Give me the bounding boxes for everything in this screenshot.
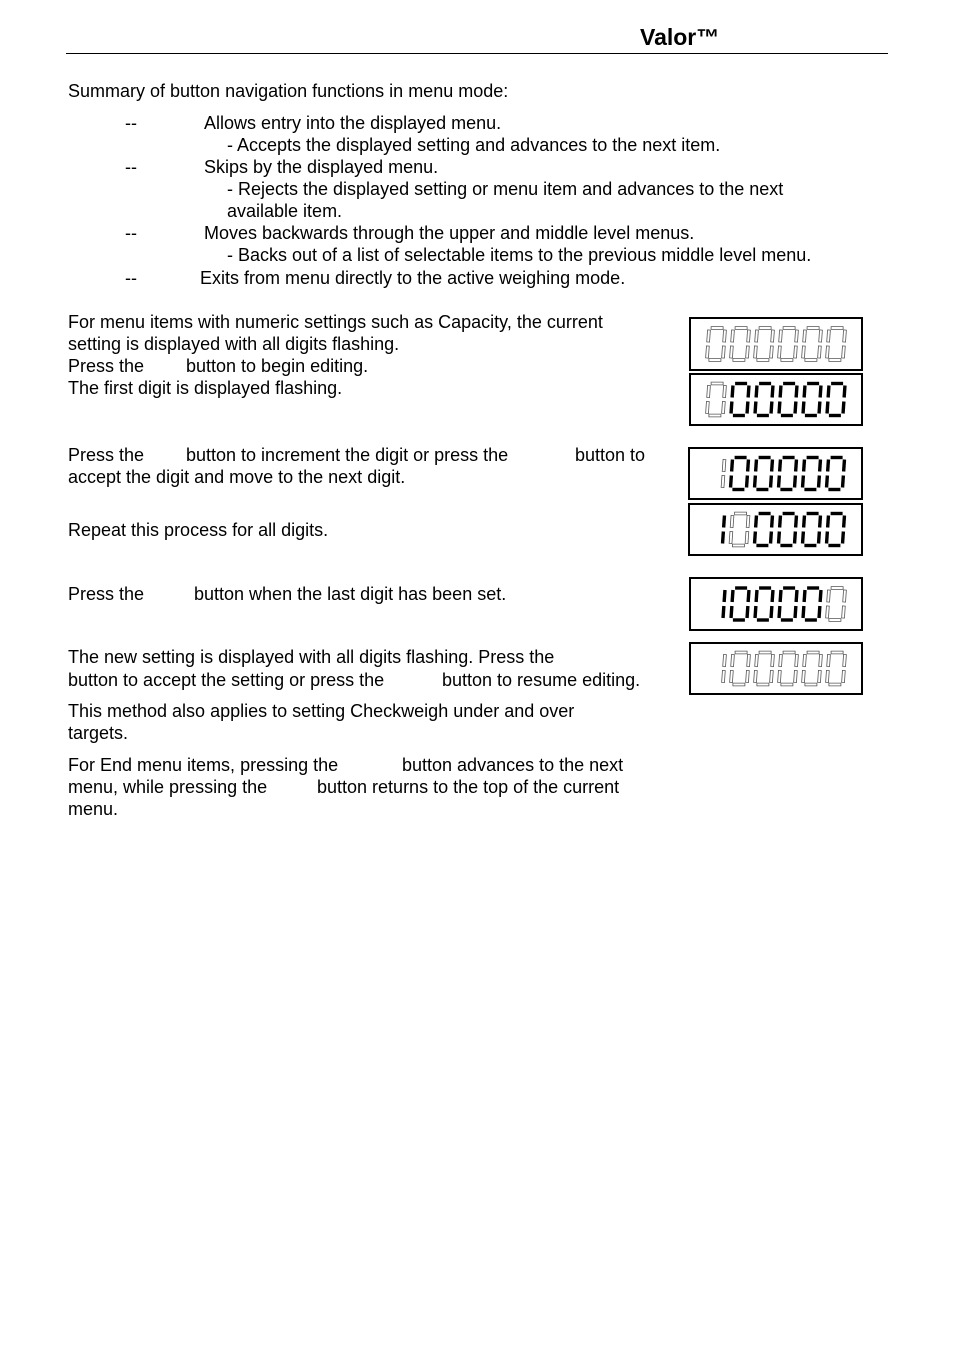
lcd-segment-outline — [746, 670, 750, 682]
lcd-segment-outline — [842, 346, 846, 358]
paragraph-line: Repeat this process for all digits. — [68, 520, 329, 540]
lcd-segment — [819, 476, 820, 488]
lcd-segment-outline — [829, 619, 841, 622]
lcd-segment-outline — [795, 330, 799, 342]
lcd-segment — [820, 516, 821, 528]
paragraph-line: button when the last digit has been set. — [194, 584, 507, 604]
lcd-segment — [803, 476, 804, 488]
lcd-digit — [827, 458, 845, 490]
lcd-segment-outline — [733, 683, 745, 686]
lcd-display — [689, 642, 863, 695]
lcd-segment-outline — [829, 683, 841, 686]
lcd-segment — [747, 476, 748, 488]
lcd-digit — [721, 459, 726, 487]
lcd-segment-outline — [827, 330, 831, 342]
lcd-segment — [731, 476, 732, 488]
lcd-digit — [755, 514, 773, 546]
paragraph-line: Press the — [68, 356, 145, 376]
lcd-segment — [772, 516, 773, 528]
lcd-digit — [723, 516, 725, 544]
lcd-digit — [730, 327, 751, 362]
lcd-segment — [827, 532, 828, 544]
lcd-digit — [778, 651, 799, 686]
lcd-digit — [754, 651, 775, 686]
lcd-segment — [803, 532, 804, 544]
lcd-segment — [795, 532, 796, 544]
lcd-segment-outline — [755, 654, 759, 666]
lcd-segment — [756, 516, 757, 528]
paragraph-line: Press the — [68, 584, 145, 604]
lcd-segment-outline — [711, 327, 723, 330]
lcd-segment — [756, 590, 757, 602]
paragraph-line: Press the — [68, 445, 145, 465]
lcd-segment-outline — [805, 683, 817, 686]
lcd-segment-outline — [730, 346, 734, 358]
lcd-segment-outline — [729, 531, 733, 543]
lcd-segment — [772, 460, 773, 472]
lcd-segment — [843, 532, 844, 544]
lcd-segment — [747, 402, 748, 414]
lcd-segment-outline — [723, 385, 727, 397]
lcd-segment — [747, 606, 748, 618]
lcd-segment-outline — [723, 654, 727, 666]
lcd-segment — [724, 590, 725, 602]
lcd-segment-outline — [722, 401, 726, 413]
lcd-segment-outline — [706, 401, 710, 413]
lcd-segment-outline — [730, 515, 734, 527]
lcd-segment — [843, 476, 844, 488]
lcd-segment — [795, 606, 796, 618]
lcd-segment-outline — [746, 515, 750, 527]
list-item-subtext: - Accepts the displayed setting and advances to the next item. — [227, 135, 721, 155]
lcd-display — [689, 317, 863, 371]
lcd-segment-outline — [730, 670, 734, 682]
lcd-digit — [731, 384, 749, 416]
paragraph-line: menu, while pressing the — [68, 777, 268, 797]
lcd-digit — [722, 654, 727, 682]
lcd-digit — [803, 384, 821, 416]
lcd-digit — [827, 514, 845, 546]
lcd-segment-outline — [819, 330, 823, 342]
paragraph-line: accept the digit and move to the next digit. — [68, 467, 406, 487]
lcd-segment-outline — [755, 330, 759, 342]
lcd-segment — [804, 460, 805, 472]
paragraph-line: button returns to the top of the current — [317, 777, 620, 797]
lcd-digit — [803, 514, 821, 546]
lcd-segment — [844, 386, 845, 398]
list-item-text: Skips by the displayed menu. — [204, 157, 439, 177]
paragraph-line: button to increment the digit or press the — [186, 445, 509, 465]
lcd-segment-outline — [706, 346, 710, 358]
lcd-segment — [828, 516, 829, 528]
brand-title: Valor™ — [640, 24, 720, 50]
lcd-segment-outline — [794, 670, 798, 682]
lcd-segment-outline — [783, 651, 795, 654]
list-item-text: Exits from menu directly to the active weighing mode. — [200, 268, 626, 288]
paragraph-line: menu. — [68, 799, 119, 819]
paragraph-line: For End menu items, pressing the — [68, 755, 339, 775]
lcd-digit — [826, 651, 847, 686]
lcd-segment — [795, 402, 796, 414]
lcd-segment-outline — [709, 359, 721, 362]
lcd-digit — [803, 588, 821, 620]
lcd-segment-outline — [807, 651, 819, 654]
lcd-segment-outline — [826, 670, 830, 682]
lcd-segment — [772, 386, 773, 398]
lcd-segment — [827, 402, 828, 414]
list-item-subtext: - Rejects the displayed setting or menu item and advances to the next — [227, 179, 784, 199]
lcd-segment — [771, 476, 772, 488]
lcd-segment — [803, 606, 804, 618]
paragraph-line: button to resume editing. — [442, 670, 641, 690]
lcd-segment — [819, 606, 820, 618]
lcd-segment-outline — [747, 330, 751, 342]
lcd-segment-outline — [843, 330, 847, 342]
lcd-segment-outline — [735, 327, 747, 330]
lcd-digit — [827, 384, 845, 416]
lcd-segment — [748, 460, 749, 472]
lcd-segment — [819, 402, 820, 414]
list-item-text: Moves backwards through the upper and middle level menus. — [204, 223, 695, 243]
lcd-segment — [804, 386, 805, 398]
lcd-digit — [755, 384, 773, 416]
lcd-segment — [732, 460, 733, 472]
lcd-segment — [771, 532, 772, 544]
list-item-dash: -- — [125, 268, 137, 288]
lcd-segment — [771, 402, 772, 414]
lcd-segment-outline — [770, 670, 774, 682]
lcd-segment-outline — [731, 330, 735, 342]
lcd-segment — [771, 606, 772, 618]
lcd-digit — [706, 382, 727, 417]
lcd-segment-outline — [843, 654, 847, 666]
paragraph-line: targets. — [68, 723, 129, 743]
lcd-segment — [755, 476, 756, 488]
paragraph-line: button to — [575, 445, 646, 465]
lcd-segment — [820, 460, 821, 472]
lcd-segment-outline — [842, 606, 846, 618]
lcd-segment-outline — [731, 654, 735, 666]
list-item-dash: -- — [125, 223, 137, 243]
lcd-segment-outline — [826, 606, 830, 618]
lcd-digit — [779, 458, 797, 490]
lcd-segment-outline — [843, 590, 847, 602]
lcd-segment-outline — [818, 346, 822, 358]
lcd-digit — [803, 458, 821, 490]
lcd-segment-outline — [794, 346, 798, 358]
lcd-segment-outline — [746, 346, 750, 358]
paragraph-line: setting is displayed with all digits flashing. — [68, 334, 400, 354]
header-rule — [66, 53, 888, 54]
lcd-segment-outline — [831, 587, 843, 590]
lcd-segment — [804, 590, 805, 602]
lcd-segment — [780, 386, 781, 398]
lcd-segment — [731, 606, 732, 618]
lcd-segment — [796, 386, 797, 398]
lcd-segment-outline — [807, 327, 819, 330]
lcd-segment — [779, 402, 780, 414]
lcd-segment-outline — [722, 459, 726, 471]
lcd-digit — [754, 327, 775, 362]
lcd-display — [689, 577, 863, 631]
list-item-dash: -- — [125, 157, 137, 177]
lcd-segment-outline — [778, 346, 782, 358]
lcd-segment-outline — [827, 654, 831, 666]
lcd-segment-outline — [722, 346, 726, 358]
lcd-digit — [723, 590, 725, 618]
lcd-segment — [779, 606, 780, 618]
lcd-segment — [819, 532, 820, 544]
paragraph-line: The first digit is displayed flashing. — [68, 378, 343, 398]
lcd-segment — [803, 402, 804, 414]
lcd-segment-outline — [781, 683, 793, 686]
paragraph-line: button to begin editing. — [186, 356, 369, 376]
lcd-segment — [796, 516, 797, 528]
lcd-segment-outline — [781, 359, 793, 362]
lcd-segment — [779, 476, 780, 488]
lcd-segment-outline — [829, 359, 841, 362]
lcd-segment-outline — [759, 651, 771, 654]
lcd-segment-outline — [783, 327, 795, 330]
lcd-segment-outline — [721, 475, 725, 487]
lcd-segment — [827, 476, 828, 488]
lcd-digit — [826, 587, 847, 622]
lcd-segment — [844, 460, 845, 472]
lcd-segment — [756, 460, 757, 472]
list-item-subtext: - Backs out of a list of selectable items to the previous middle level menu. — [227, 245, 812, 265]
lcd-segment-outline — [831, 651, 843, 654]
lcd-display — [688, 503, 863, 556]
lcd-segment-outline — [842, 670, 846, 682]
lcd-segment-outline — [831, 327, 843, 330]
lcd-digit — [826, 327, 847, 362]
lcd-display — [688, 447, 863, 500]
lcd-digit — [779, 588, 797, 620]
lcd-digit — [730, 651, 751, 686]
lcd-segment — [780, 516, 781, 528]
lcd-digit — [755, 458, 773, 490]
lcd-digit — [779, 514, 797, 546]
lcd-digit — [706, 327, 727, 362]
lcd-segment — [755, 402, 756, 414]
lcd-segment — [748, 590, 749, 602]
lcd-segment-outline — [827, 590, 831, 602]
lcd-segment-outline — [735, 512, 747, 515]
lcd-segment — [756, 386, 757, 398]
lcd-segment — [796, 460, 797, 472]
lcd-segment-outline — [771, 654, 775, 666]
lcd-segment-outline — [779, 330, 783, 342]
lcd-segment — [804, 516, 805, 528]
paragraph-line: This method also applies to setting Checkweigh under and over — [68, 701, 575, 721]
list-item-dash: -- — [125, 113, 137, 133]
lcd-segment — [843, 402, 844, 414]
lcd-segment — [828, 386, 829, 398]
lcd-segment — [772, 590, 773, 602]
lcd-digit — [802, 327, 823, 362]
list-item-text: Allows entry into the displayed menu. — [204, 113, 502, 133]
paragraph-line: For menu items with numeric settings such as Capacity, the current — [68, 312, 603, 332]
lcd-segment — [780, 590, 781, 602]
lcd-segment — [779, 532, 780, 544]
lcd-digit — [779, 384, 797, 416]
lcd-segment — [780, 460, 781, 472]
lcd-segment — [828, 460, 829, 472]
lcd-segment-outline — [818, 670, 822, 682]
lcd-segment-outline — [735, 651, 747, 654]
lcd-segment-outline — [745, 531, 749, 543]
lcd-segment-outline — [779, 654, 783, 666]
lcd-segment — [724, 516, 725, 528]
lcd-segment-outline — [707, 330, 711, 342]
lcd-segment — [796, 590, 797, 602]
lcd-segment-outline — [747, 654, 751, 666]
intro-text: Summary of button navigation functions in menu mode: — [68, 81, 509, 101]
paragraph-line: button to accept the setting or press the — [68, 670, 385, 690]
lcd-segment-outline — [803, 330, 807, 342]
list-item-subtext: available item. — [227, 201, 343, 221]
lcd-segment-outline — [754, 670, 758, 682]
lcd-digit — [731, 588, 749, 620]
lcd-segment — [748, 386, 749, 398]
lcd-segment — [795, 476, 796, 488]
lcd-segment-outline — [733, 359, 745, 362]
lcd-digit — [802, 651, 823, 686]
lcd-segment-outline — [805, 359, 817, 362]
lcd-segment — [731, 402, 732, 414]
lcd-segment — [755, 606, 756, 618]
lcd-segment — [820, 386, 821, 398]
lcd-segment-outline — [771, 330, 775, 342]
lcd-segment — [723, 532, 724, 544]
lcd-digit — [778, 327, 799, 362]
lcd-segment-outline — [711, 382, 723, 385]
lcd-segment-outline — [826, 346, 830, 358]
paragraph-line: button advances to the next — [402, 755, 624, 775]
lcd-segment-outline — [757, 683, 769, 686]
lcd-segment-outline — [803, 654, 807, 666]
lcd-digit — [731, 458, 749, 490]
lcd-segment — [755, 532, 756, 544]
lcd-digit — [755, 588, 773, 620]
lcd-segment-outline — [732, 544, 744, 547]
lcd-segment — [732, 590, 733, 602]
lcd-segment-outline — [709, 414, 721, 417]
lcd-display — [689, 373, 863, 426]
lcd-segment-outline — [778, 670, 782, 682]
lcd-segment — [723, 606, 724, 618]
lcd-segment — [844, 516, 845, 528]
lcd-segment-outline — [770, 346, 774, 358]
lcd-segment-outline — [754, 346, 758, 358]
lcd-segment-outline — [759, 327, 771, 330]
lcd-segment — [732, 386, 733, 398]
lcd-segment-outline — [757, 359, 769, 362]
lcd-segment-outline — [802, 670, 806, 682]
lcd-segment — [820, 590, 821, 602]
lcd-segment-outline — [819, 654, 823, 666]
lcd-segment-outline — [722, 670, 726, 682]
lcd-digit — [729, 512, 750, 547]
lcd-segment-outline — [795, 654, 799, 666]
paragraph-line: The new setting is displayed with all digits flashing. Press the — [68, 647, 555, 667]
lcd-segment-outline — [707, 385, 711, 397]
lcd-segment-outline — [802, 346, 806, 358]
lcd-segment-outline — [723, 330, 727, 342]
